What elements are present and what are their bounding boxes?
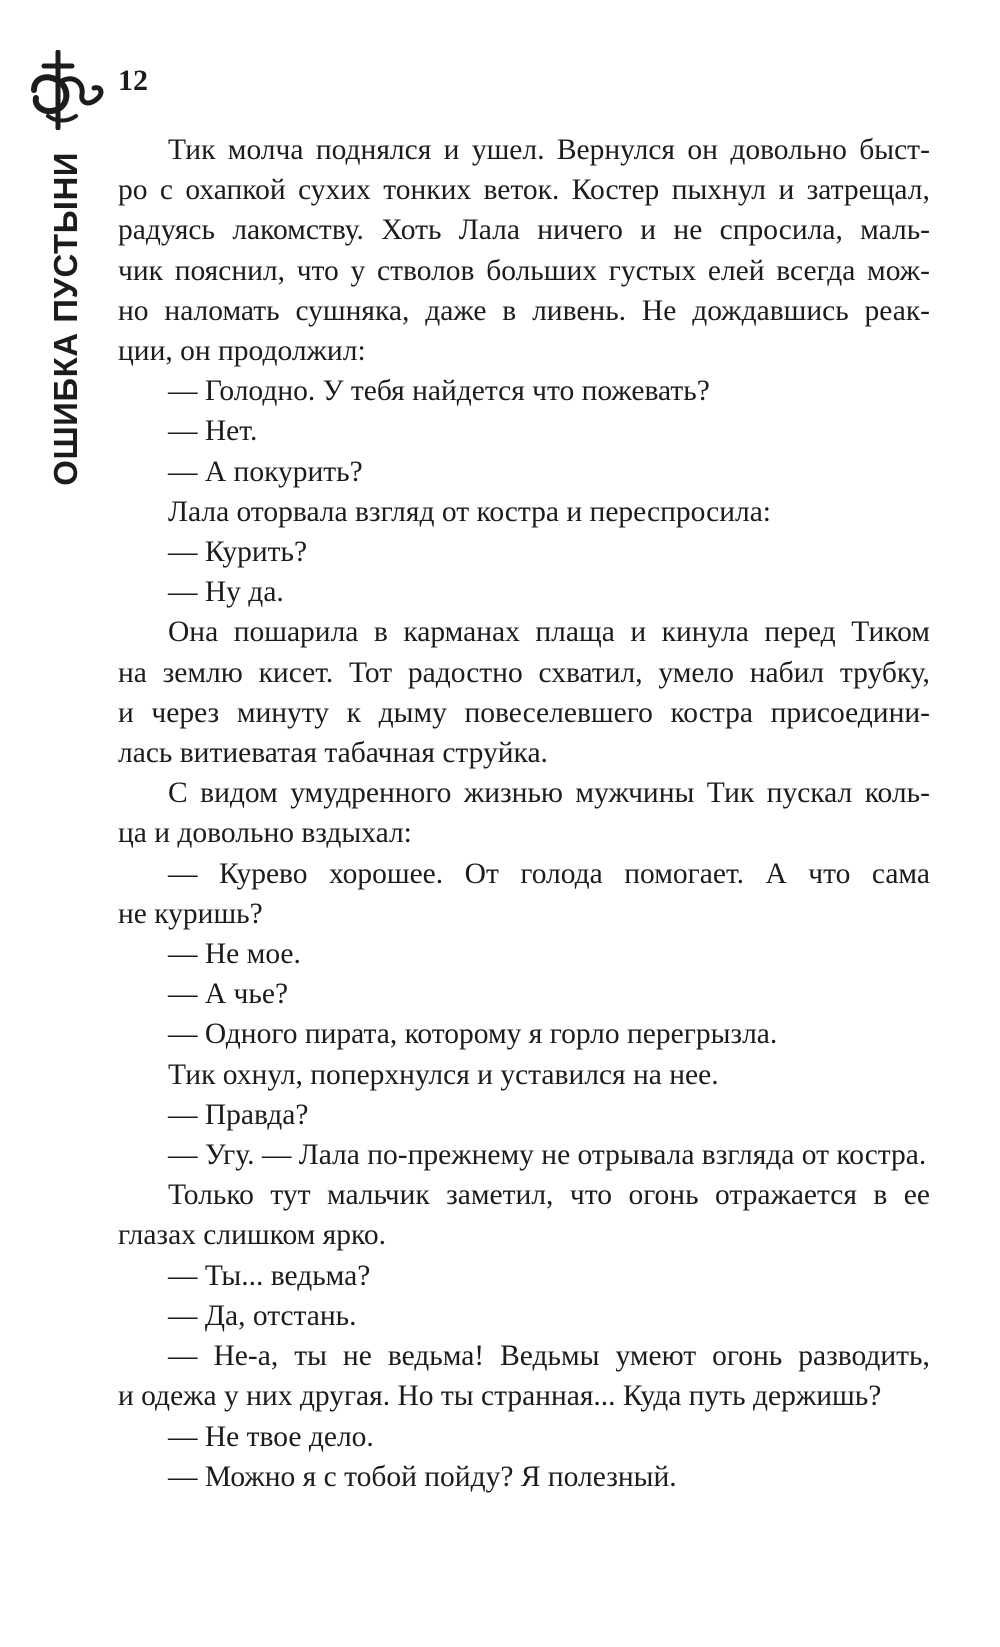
text-line: ции, он продолжил: — [118, 335, 366, 368]
word: хорошее. — [329, 857, 444, 890]
word: елей — [707, 254, 765, 287]
dialogue-line: и одежа у них другая. Но ты странная... Куда путь держишь? — [118, 1380, 882, 1413]
word: перед — [764, 616, 836, 649]
text-line: ца и довольно вздыхал: — [118, 817, 412, 850]
word: у — [350, 254, 366, 287]
dialogue-line: — Ты... ведьма? — [168, 1259, 371, 1292]
word: От — [464, 857, 499, 890]
word: даже — [425, 294, 487, 327]
word: набил — [749, 656, 825, 689]
dialogue-line: — Можно я с тобой пойду? Я полезный. — [168, 1460, 677, 1493]
word: и — [778, 174, 795, 207]
dialogue-line: — Угу. — Лала по-прежнему не отрывала взгляда от костра. — [168, 1139, 927, 1172]
text-line: Тик охнул, поперхнулся и уставился на нее. — [168, 1058, 719, 1091]
word: больших — [486, 254, 598, 287]
word: повеселевшего — [464, 696, 653, 729]
word: охапкой — [185, 174, 286, 207]
word: сухих — [298, 174, 371, 207]
dialogue-line: — Да, отстань. — [168, 1299, 357, 1332]
word: быст- — [859, 134, 930, 166]
text-line — [118, 693, 930, 733]
word: отражается — [715, 1179, 857, 1212]
paragraph — [118, 1175, 930, 1255]
word: лакомству. — [232, 214, 364, 247]
word: карманах — [403, 616, 520, 649]
word: спросила, — [719, 214, 843, 247]
word: Только — [168, 1179, 254, 1212]
word: к — [346, 696, 362, 729]
running-title-container — [45, 152, 87, 512]
text-line: лась витиеватая табачная струйка. — [118, 737, 548, 770]
word: С — [168, 777, 188, 810]
text-line: Лала оторвала взгляд от костра и переспросила: — [168, 495, 771, 528]
word: довольно — [730, 134, 847, 166]
word: голода — [520, 857, 603, 890]
word: веток. — [483, 174, 560, 207]
word: умело — [658, 656, 734, 689]
dialogue-line: — Не твое дело. — [168, 1420, 374, 1453]
text-line — [118, 130, 930, 170]
word: сама — [871, 857, 930, 890]
word: не — [673, 214, 703, 247]
dialogue-line — [118, 1336, 930, 1376]
word: через — [151, 696, 220, 729]
word: пускал — [766, 777, 853, 810]
word: землю — [162, 656, 243, 689]
word: ро — [118, 174, 148, 207]
page-number: 12 — [118, 64, 148, 97]
word: ты — [294, 1340, 327, 1373]
word: мужчины — [575, 777, 695, 810]
dagger-serpent-ornament-icon — [20, 50, 120, 130]
word: умеют — [615, 1340, 697, 1373]
word: с — [159, 174, 173, 207]
word: и — [443, 134, 460, 166]
word: на — [118, 656, 147, 689]
word: стволов — [377, 254, 475, 287]
word: что — [808, 857, 851, 890]
word: мож- — [867, 254, 930, 287]
text-line: глазах слишком ярко. — [118, 1219, 386, 1252]
dialogue-line: — А чье? — [168, 978, 289, 1011]
word: чик — [118, 254, 163, 287]
text-line — [118, 653, 930, 693]
word: огонь — [628, 1179, 699, 1212]
paragraph — [118, 612, 930, 773]
word: тут — [270, 1179, 311, 1212]
word: — — [168, 1340, 198, 1373]
word: видом — [200, 777, 278, 810]
word: пыхнул — [671, 174, 767, 207]
dialogue-line: — Ну да. — [168, 576, 284, 609]
text-line — [118, 1175, 930, 1215]
text-line — [118, 251, 930, 291]
word: пояснил, — [174, 254, 285, 287]
word: умудренного — [290, 777, 452, 810]
word: Она — [168, 616, 219, 649]
text-line — [118, 612, 930, 652]
word: коль- — [864, 777, 930, 810]
word: радуясь — [118, 214, 215, 247]
dialogue-line: — А покурить? — [168, 455, 363, 488]
dialogue-line: — Правда? — [168, 1098, 309, 1131]
word: что — [296, 254, 339, 287]
word: заметил, — [446, 1179, 554, 1212]
word: в — [502, 294, 517, 327]
word: Тик — [706, 777, 755, 810]
word: ее — [903, 1179, 930, 1212]
word: схватил, — [538, 656, 643, 689]
word: минуту — [236, 696, 330, 729]
word: Костер — [571, 174, 660, 207]
paragraph — [118, 773, 930, 853]
word: дождавшись — [692, 294, 849, 327]
word: кинула — [661, 616, 749, 649]
word: пошарила — [233, 616, 359, 649]
word: всегда — [776, 254, 856, 287]
word: молча — [227, 134, 304, 166]
dialogue-line — [118, 854, 930, 894]
word: Не — [641, 294, 677, 327]
dialogue-line: не куришь? — [118, 897, 263, 930]
word: затрещал, — [806, 174, 930, 207]
word: дыму — [378, 696, 447, 729]
word: Вернулся — [556, 134, 676, 166]
word: густых — [608, 254, 697, 287]
word: и — [118, 696, 134, 729]
word: в — [373, 616, 388, 649]
dialogue-line: — Одного пирата, которому я горло перегрызла. — [168, 1018, 778, 1051]
word: ушел. — [471, 134, 545, 166]
word: Ведьмы — [500, 1340, 600, 1373]
word: сушняка, — [295, 294, 410, 327]
word: разводить, — [798, 1340, 930, 1373]
word: ведьма! — [387, 1340, 485, 1373]
word: маль- — [860, 214, 930, 247]
word: и — [630, 616, 647, 649]
word: поднялся — [315, 134, 432, 166]
text-line — [118, 170, 930, 210]
word: Лала — [458, 214, 520, 247]
word: кисет. — [258, 656, 334, 689]
word: наломать — [164, 294, 280, 327]
word: что — [569, 1179, 612, 1212]
paragraph — [118, 854, 930, 934]
word: — — [168, 857, 198, 890]
word: костра — [670, 696, 753, 729]
word: мальчик — [326, 1179, 430, 1212]
word: Хоть — [381, 214, 442, 247]
paragraph — [118, 1336, 930, 1416]
body-text — [118, 130, 930, 1497]
word: не — [342, 1340, 372, 1373]
word: плаща — [535, 616, 615, 649]
dialogue-line: — Курить? — [168, 536, 308, 569]
word: в — [873, 1179, 888, 1212]
word: но — [118, 294, 149, 327]
paragraph — [118, 130, 930, 371]
dialogue-line: — Не мое. — [168, 938, 301, 971]
word: он — [687, 134, 718, 166]
word: тонких — [383, 174, 472, 207]
word: Не-а, — [213, 1340, 279, 1373]
running-title: ОШИБКА ПУСТЫНИ — [47, 152, 84, 486]
word: помогает. — [624, 857, 744, 890]
text-line — [118, 291, 930, 331]
word: трубку, — [839, 656, 930, 689]
word: присоедини- — [770, 696, 930, 729]
word: Тот — [349, 656, 393, 689]
text-line — [118, 773, 930, 813]
word: ливень. — [532, 294, 627, 327]
text-line — [118, 210, 930, 250]
word: радостно — [407, 656, 523, 689]
word: огонь — [712, 1340, 783, 1373]
word: реак- — [864, 294, 930, 327]
dialogue-line: — Нет. — [168, 415, 258, 448]
word: Тик — [168, 134, 216, 166]
word: Тиком — [851, 616, 930, 649]
word: жизнью — [463, 777, 563, 810]
word: ничего — [537, 214, 623, 247]
word: А — [765, 857, 787, 890]
dialogue-line: — Голодно. У тебя найдется что пожевать? — [168, 375, 710, 408]
word: и — [640, 214, 657, 247]
word: Курево — [218, 857, 308, 890]
